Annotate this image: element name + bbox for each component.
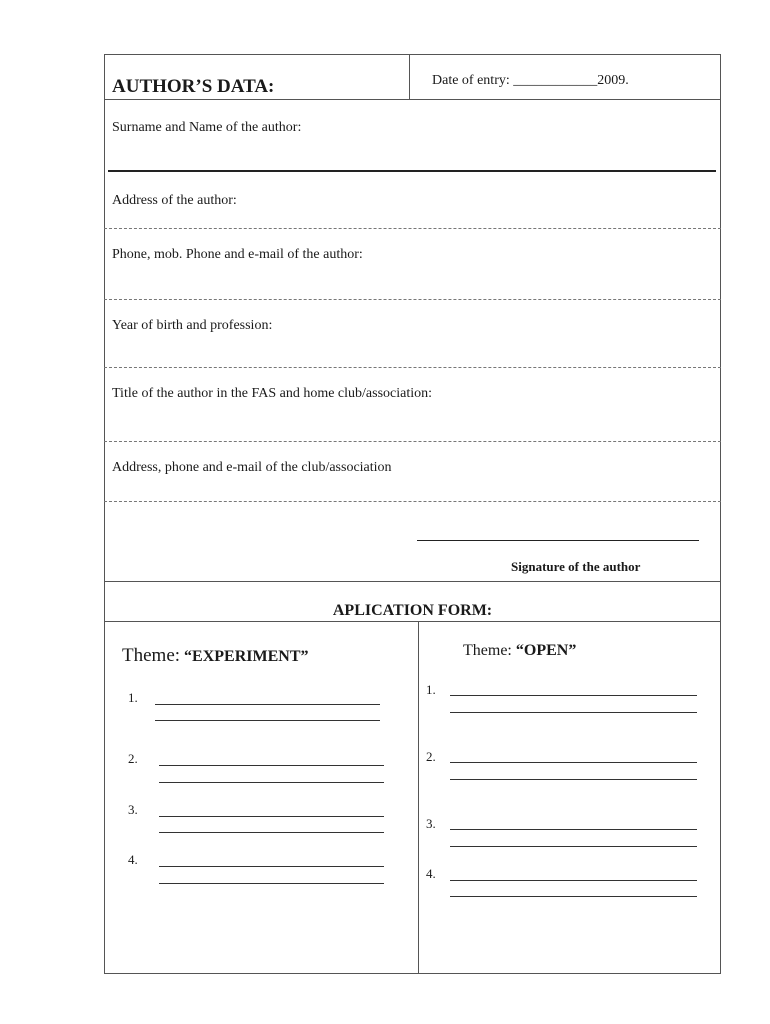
date-prefix: Date of entry:: [432, 73, 510, 88]
experiment-entry-1-line-b[interactable]: [155, 720, 380, 721]
open-entry-3-line-b[interactable]: [450, 846, 697, 847]
phone-separator[interactable]: [104, 299, 721, 300]
experiment-entry-4-line-a[interactable]: [159, 866, 384, 867]
experiment-entry-number: 1.: [128, 690, 138, 705]
experiment-entry-number: 2.: [128, 751, 138, 766]
experiment-entry-1-line-a[interactable]: [155, 704, 380, 705]
open-theme-prefix: Theme:: [463, 642, 512, 659]
header-bottom-line: [104, 99, 721, 100]
application-form-title: APLICATION FORM:: [332, 602, 493, 619]
open-entry-1-line-b[interactable]: [450, 712, 697, 713]
open-entry-2-line-a[interactable]: [450, 762, 697, 763]
date-of-entry: [432, 73, 629, 89]
experiment-theme-name: “EXPERIMENT”: [184, 648, 309, 665]
experiment-entry-4-line-b[interactable]: [159, 883, 384, 884]
fas-title-label: Title of the author in the FAS and home club/association:: [112, 386, 433, 401]
surname-label: Surname and Name of the author:: [112, 120, 302, 135]
experiment-entry-2-line-a[interactable]: [159, 765, 384, 766]
open-entry-4-line-a[interactable]: [450, 880, 697, 881]
application-bottom-line: [104, 621, 721, 622]
birth-separator[interactable]: [104, 367, 721, 368]
surname-input-line[interactable]: [108, 170, 716, 172]
date-blank[interactable]: ____________: [513, 73, 598, 88]
signature-label: Signature of the author: [511, 559, 641, 574]
date-year: 2009.: [597, 73, 629, 88]
open-entry-1-line-a[interactable]: [450, 695, 697, 696]
theme-divider: [418, 621, 419, 974]
open-theme-heading: [463, 642, 576, 660]
birth-profession-label: Year of birth and profession:: [112, 318, 273, 333]
open-entry-number: 3.: [426, 816, 436, 831]
open-entry-number: 4.: [426, 866, 436, 881]
header-divider: [409, 54, 410, 99]
experiment-entry-3-line-a[interactable]: [159, 816, 384, 817]
experiment-entry-3-line-b[interactable]: [159, 832, 384, 833]
experiment-theme-prefix: Theme:: [122, 645, 181, 666]
open-theme-name: “OPEN”: [515, 642, 577, 659]
phone-label: Phone, mob. Phone and e-mail of the author:: [112, 247, 363, 262]
club-contact-label: Address, phone and e-mail of the club/association: [112, 460, 392, 475]
address-label: Address of the author:: [112, 193, 237, 208]
address-separator[interactable]: [104, 228, 721, 229]
experiment-theme-heading: [122, 645, 308, 667]
open-entry-number: 2.: [426, 749, 436, 764]
fas-separator[interactable]: [104, 441, 721, 442]
club-separator[interactable]: [104, 501, 721, 502]
open-entry-3-line-a[interactable]: [450, 829, 697, 830]
experiment-entry-2-line-b[interactable]: [159, 782, 384, 783]
experiment-entry-number: 4.: [128, 852, 138, 867]
open-entry-4-line-b[interactable]: [450, 896, 697, 897]
form-frame: [104, 54, 721, 974]
experiment-entry-number: 3.: [128, 802, 138, 817]
signature-bottom-line: [104, 581, 721, 582]
authors-data-title: AUTHOR’S DATA:: [112, 76, 275, 97]
open-entry-2-line-b[interactable]: [450, 779, 697, 780]
signature-line[interactable]: [417, 540, 699, 541]
open-entry-number: 1.: [426, 682, 436, 697]
